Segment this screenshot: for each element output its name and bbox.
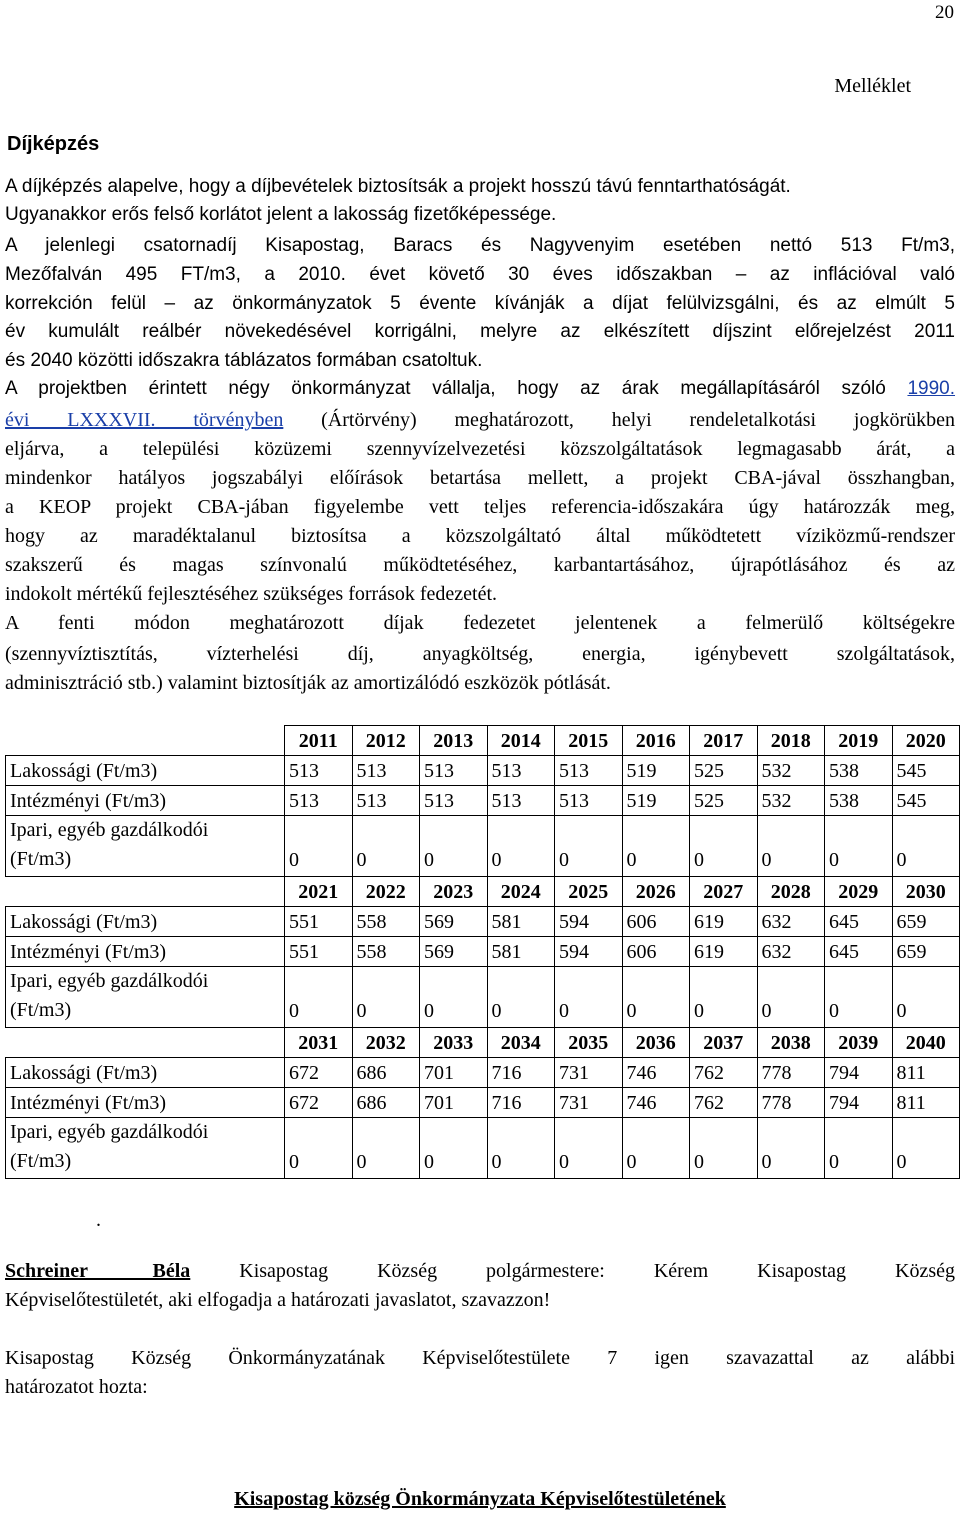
page-number: 20 [935,2,954,23]
row-label-residential: Lakossági (Ft/m3) [6,907,285,937]
year-cell: 2024 [487,877,555,907]
rate-cell: 632 [757,907,825,937]
row-label-industrial [6,816,285,877]
table-row [6,816,960,877]
body-line: indokolt mértékű fejlesztéséhez szükséges források fedezetét. [5,583,498,605]
rate-cell: 794 [825,1058,893,1088]
year-cell: 2012 [352,726,420,756]
stray-dot: . [96,1209,101,1231]
row-label-institutional: Intézményi (Ft/m3) [6,1088,285,1118]
year-cell: 2027 [690,877,758,907]
rate-cell: 513 [352,786,420,816]
rate-cell: 513 [420,786,488,816]
year-cell: 2015 [555,726,623,756]
rate-cell: 513 [487,786,555,816]
body-line [5,406,955,434]
rate-cell: 0 [352,1118,420,1179]
year-cell: 2040 [892,1028,960,1058]
label-line: Ipari, egyéb gazdálkodói [10,1121,209,1143]
rate-cell: 0 [622,816,690,877]
rate-cell: 0 [757,967,825,1028]
year-cell: 2028 [757,877,825,907]
vote-line: Kisapostag Község Önkormányzatának Képviselőtestülete 7 igen szavazattal az alábbi [5,1347,955,1369]
rate-cell: 513 [285,786,353,816]
year-cell: 2037 [690,1028,758,1058]
rate-cell: 545 [892,786,960,816]
empty-cell [6,1028,285,1058]
table-row [6,967,960,1028]
rate-cell: 558 [352,907,420,937]
rate-cell: 645 [825,907,893,937]
rate-cell: 701 [420,1088,488,1118]
rate-cell: 0 [825,816,893,877]
rate-cell: 0 [487,816,555,877]
table-row [6,1088,960,1118]
year-cell: 2021 [285,877,353,907]
body-line [5,375,955,403]
rate-cell: 606 [622,907,690,937]
body-text: A projektben érintett négy önkormányzat vállalja, hogy az árak megállapításáról szóló [5,378,886,399]
rate-cell: 519 [622,756,690,786]
year-cell: 2013 [420,726,488,756]
section-heading: Díjképzés [7,133,100,155]
rate-cell: 0 [892,1118,960,1179]
rate-cell: 525 [690,786,758,816]
body-line: (szennyvíztisztítás, vízterhelési díj, anyagköltség, energia, igénybevett szolgáltatások, [5,643,955,665]
rate-cell: 731 [555,1058,623,1088]
rate-cell: 701 [420,1058,488,1088]
label-line: Ipari, egyéb gazdálkodói [10,819,209,841]
year-cell: 2023 [420,877,488,907]
year-cell: 2039 [825,1028,893,1058]
empty-cell [6,877,285,907]
body-line: A fenti módon meghatározott díjak fedezetet jelentenek a felmerülő költségekre [5,612,955,634]
rate-cell: 794 [825,1088,893,1118]
rate-cell: 513 [285,756,353,786]
year-cell: 2026 [622,877,690,907]
rate-cell: 619 [690,907,758,937]
body-line: és 2040 közötti időszakra táblázatos formában csatoltuk. [5,350,483,371]
body-line: eljárva, a települési közüzemi szennyvízelvezetési közszolgáltatások legmagasabb árát, a [5,438,955,460]
rate-cell: 525 [690,756,758,786]
rate-cell: 551 [285,937,353,967]
row-label-institutional: Intézményi (Ft/m3) [6,786,285,816]
year-cell: 2019 [825,726,893,756]
vote-statement [5,1344,955,1402]
table-row [6,1058,960,1088]
rate-cell: 532 [757,756,825,786]
rate-cell: 0 [622,1118,690,1179]
year-cell: 2033 [420,1028,488,1058]
rate-cell: 0 [555,816,623,877]
rate-cell: 0 [690,816,758,877]
rate-cell: 0 [352,816,420,877]
rate-cell: 0 [285,816,353,877]
rate-cell: 746 [622,1088,690,1118]
year-cell: 2035 [555,1028,623,1058]
statement-text: Kisapostag Község polgármestere: Kérem Kisapostag Község [239,1260,955,1282]
body-text: (Ártörvény) meghatározott, helyi rendeletalkotási jogkörükben [321,409,956,431]
year-cell: 2018 [757,726,825,756]
rate-cell: 0 [420,816,488,877]
year-cell: 2016 [622,726,690,756]
rate-cell: 0 [555,967,623,1028]
rate-cell: 513 [555,756,623,786]
rate-cell: 513 [420,756,488,786]
rate-cell: 619 [690,937,758,967]
rate-cell: 762 [690,1058,758,1088]
resolution-title: Kisapostag község Önkormányzata Képviselőtestületének [234,1488,726,1510]
statement-line [5,1257,955,1286]
rate-cell: 686 [352,1088,420,1118]
table-row [6,1118,960,1179]
rate-cell: 0 [825,967,893,1028]
year-header-row [6,877,960,907]
row-label-residential: Lakossági (Ft/m3) [6,756,285,786]
rate-cell: 731 [555,1088,623,1118]
rate-cell: 659 [892,907,960,937]
rate-cell: 686 [352,1058,420,1088]
rate-cell: 0 [690,1118,758,1179]
rate-cell: 581 [487,907,555,937]
year-cell: 2025 [555,877,623,907]
rate-cell: 659 [892,937,960,967]
year-cell: 2038 [757,1028,825,1058]
vote-line: határozatot hozta: [5,1376,148,1398]
rate-cell: 545 [892,756,960,786]
rate-cell: 581 [487,937,555,967]
rate-cell: 632 [757,937,825,967]
rate-cell: 0 [487,967,555,1028]
rate-cell: 0 [555,1118,623,1179]
rate-cell: 538 [825,786,893,816]
rate-cell: 551 [285,907,353,937]
table-row [6,937,960,967]
rate-cell: 606 [622,937,690,967]
rate-cell: 532 [757,786,825,816]
rate-cell: 513 [555,786,623,816]
body-line: A jelenlegi csatornadíj Kisapostag, Baracs és Nagyvenyim esetében nettó 513 Ft/m3, [5,235,955,256]
body-line: Ugyanakkor erős felső korlátot jelent a lakosság fizetőképessége. [5,204,557,225]
year-cell: 2017 [690,726,758,756]
body-line: adminisztráció stb.) valamint biztosítják az amortizálódó eszközök pótlását. [5,672,611,694]
body-line: A díjképzés alapelve, hogy a díjbevételek biztosítsák a projekt hosszú távú fenntarthatóságát. [5,176,791,197]
label-line: Ipari, egyéb gazdálkodói [10,970,209,992]
rate-cell: 0 [690,967,758,1028]
rate-cell: 569 [420,937,488,967]
label-line: (Ft/m3) [10,999,72,1021]
row-label-residential: Lakossági (Ft/m3) [6,1058,285,1088]
rate-cell: 762 [690,1088,758,1118]
rate-cell: 778 [757,1088,825,1118]
year-cell: 2020 [892,726,960,756]
annex-label: Melléklet [834,75,911,97]
row-label-industrial [6,1118,285,1179]
rate-cell: 0 [622,967,690,1028]
year-cell: 2022 [352,877,420,907]
year-cell: 2011 [285,726,353,756]
year-cell: 2031 [285,1028,353,1058]
body-line: Mezőfalván 495 FT/m3, a 2010. évet követő 30 éves időszakban – az inflációval való [5,264,955,285]
rate-cell: 716 [487,1058,555,1088]
year-cell: 2032 [352,1028,420,1058]
rate-cell: 594 [555,937,623,967]
rate-cell: 538 [825,756,893,786]
rate-cell: 0 [420,967,488,1028]
year-header-row [6,1028,960,1058]
rate-cell: 594 [555,907,623,937]
speaker-name: Schreiner Béla [5,1260,191,1282]
rate-cell: 0 [892,967,960,1028]
rate-cell: 778 [757,1058,825,1088]
empty-cell [6,726,285,756]
year-header-row [6,726,960,756]
body-line: korrekción felül – az önkormányzatok 5 évente kívánják a díjat felülvizsgálni, és az elmúlt 5 [5,293,955,314]
rate-cell: 0 [487,1118,555,1179]
row-label-institutional: Intézményi (Ft/m3) [6,937,285,967]
mayor-statement [5,1257,955,1315]
label-line: (Ft/m3) [10,1150,72,1172]
rate-cell: 0 [352,967,420,1028]
body-line: év kumulált reálbér növekedésével korrigálni, melyre az elkészített díjszint előrejelzést 2011 [5,321,955,342]
rate-cell: 513 [487,756,555,786]
rate-cell: 0 [420,1118,488,1179]
law-link[interactable]: évi LXXXVII. törvényben [5,409,284,431]
year-cell: 2029 [825,877,893,907]
fee-forecast-table [5,725,960,1179]
year-cell: 2034 [487,1028,555,1058]
rate-cell: 811 [892,1088,960,1118]
year-cell: 2036 [622,1028,690,1058]
rate-cell: 672 [285,1088,353,1118]
year-cell: 2030 [892,877,960,907]
rate-cell: 0 [825,1118,893,1179]
rate-cell: 519 [622,786,690,816]
rate-cell: 811 [892,1058,960,1088]
rate-cell: 0 [757,816,825,877]
statement-line: Képviselőtestületét, aki elfogadja a határozati javaslatot, szavazzon! [5,1289,551,1311]
label-line: (Ft/m3) [10,848,72,870]
table-row [6,756,960,786]
rate-cell: 569 [420,907,488,937]
row-label-industrial [6,967,285,1028]
table-row [6,786,960,816]
year-cell: 2014 [487,726,555,756]
body-line: mindenkor hatályos jogszabályi előírások betartása mellett, a projekt CBA-jával összhangban, [5,467,955,489]
body-line: hogy az maradéktalanul biztosítsa a közszolgáltató által működtetett víziközmű-rendszer [5,525,955,547]
rate-cell: 0 [757,1118,825,1179]
table-row [6,907,960,937]
rate-cell: 672 [285,1058,353,1088]
rate-cell: 0 [285,967,353,1028]
law-link[interactable]: 1990. [907,378,956,399]
body-line: szakszerű és magas színvonalú működtetéséhez, karbantartásához, újrapótlásához és az [5,554,955,576]
rate-cell: 746 [622,1058,690,1088]
rate-cell: 0 [285,1118,353,1179]
rate-cell: 558 [352,937,420,967]
rate-cell: 645 [825,937,893,967]
rate-cell: 716 [487,1088,555,1118]
body-line: a KEOP projekt CBA-jában figyelembe vett teljes referencia-időszakára úgy határozzák meg, [5,496,955,518]
rate-cell: 0 [892,816,960,877]
rate-cell: 513 [352,756,420,786]
